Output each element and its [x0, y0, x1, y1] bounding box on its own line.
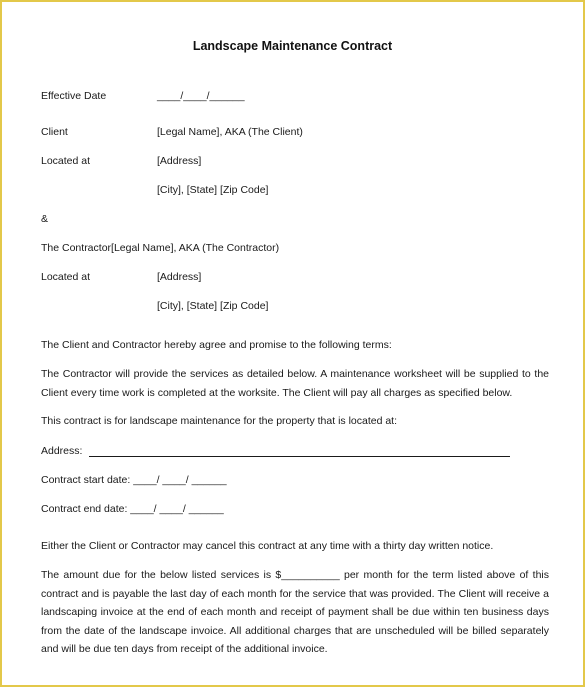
- effective-date-value: ____/____/______: [157, 90, 245, 102]
- cancel-text: Either the Client or Contractor may cancel this contract at any time with a thirty day written notice.: [41, 540, 494, 552]
- contractor-located-label: Located at: [41, 271, 91, 283]
- ampersand: &: [41, 213, 49, 225]
- client-located-label: Located at: [41, 155, 91, 167]
- contractor-city-line: [City], [State] [Zip Code]: [157, 300, 269, 312]
- contractor-label: The Contractor: [41, 242, 112, 254]
- contractor-address: [Address]: [157, 271, 202, 283]
- agree-text: The Client and Contractor hereby agree and promise to the following terms:: [41, 339, 392, 351]
- client-label: Client: [41, 126, 68, 138]
- contractor-line: [41, 242, 279, 255]
- address-label: Address:: [41, 445, 83, 457]
- address-blank-line: [89, 456, 510, 457]
- client-value: [Legal Name], AKA (The Client): [157, 126, 303, 138]
- payment-paragraph: The amount due for the below listed services is $__________ per month for the term listed above of this contract and is payable the last day of each month for the service that was provided. The Client will receive a landscaping invoice at the end of each month and receipt of payment shall be due within ten business days from the date of the landscape invoice. All additional charges that are unscheduled will be billed separately and will be due ten days from receipt of the additional invoice.: [41, 569, 549, 655]
- property-text: This contract is for landscape maintenance for the property that is located at:: [41, 415, 398, 427]
- contractor-value: [Legal Name], AKA (The Contractor): [111, 242, 280, 254]
- document-title: Landscape Maintenance Contract: [192, 39, 393, 53]
- contract-start-date: Contract start date: ____/ ____/ ______: [41, 474, 227, 486]
- services-paragraph: The Contractor will provide the services as detailed below. A maintenance worksheet will be supplied to the Client every time work is completed at the worksite. The Client will pay all charges as specified below.: [41, 368, 549, 399]
- effective-date-label: Effective Date: [41, 90, 107, 102]
- client-address: [Address]: [157, 155, 202, 167]
- client-city-line: [City], [State] [Zip Code]: [157, 184, 269, 196]
- contract-end-date: Contract end date: ____/ ____/ ______: [41, 503, 224, 515]
